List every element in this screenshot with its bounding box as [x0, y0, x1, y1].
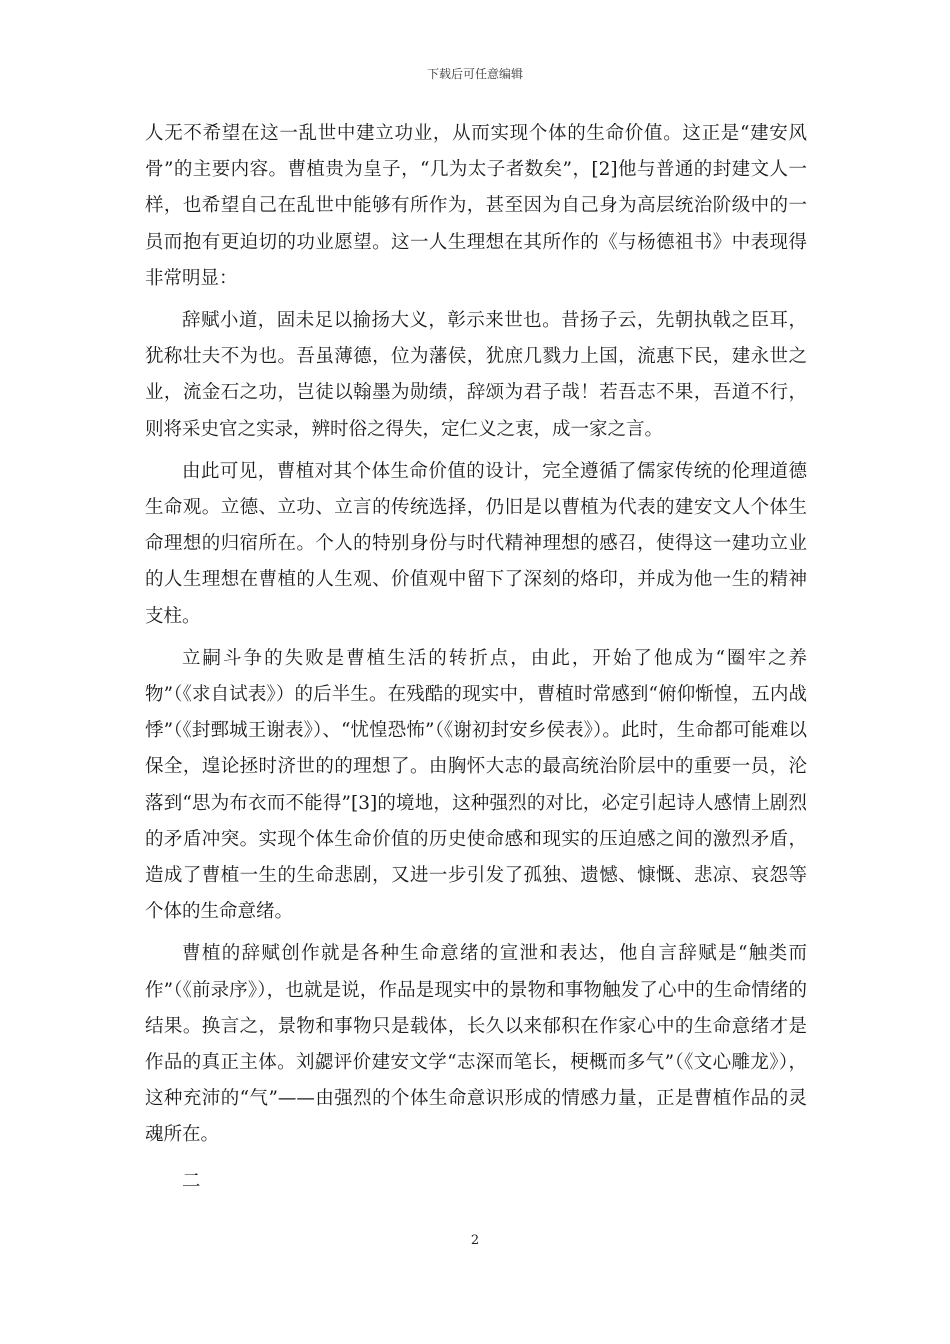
page-number: 2 [470, 1233, 480, 1248]
paragraph-3: 由此可见，曹植对其个体生命价值的设计，完全遵循了儒家传统的伦理道德生命观。立德、立功、立言的传统选择，仍旧是以曹植为代表的建安文人个体生命理想的归宿所在。个人的特别身份与时代精神理想的感召，使得这一建功立业的人生理想在曹植的人生观、价值观中留下了深刻的烙印，并成为他一生的精神支柱。 [145, 460, 807, 627]
section-heading: 二 [182, 1170, 201, 1192]
paragraph-1: 人无不希望在这一乱世中建立功业，从而实现个体的生命价值。这正是“建安风骨”的主要内容。曹植贵为皇子，“几为太子者数矣”，[2]他与普通的封建文人一样，也希望自己在乱世中能够有所作为，甚至因为自己身为高层统治阶级中的一员而抱有更迫切的功业愿望。这一人生理想在其所作的《与杨德祖书》中表现得非常明显： [145, 123, 807, 289]
paragraph-2-quote: 辞赋小道，固未足以揄扬大义，彰示来世也。昔扬子云，先朝执戟之臣耳，犹称壮夫不为也。吾虽薄德，位为藩侯，犹庶几戮力上国，流惠下民，建永世之业，流金石之功，岂徒以翰墨为勋绩，辞颂为君子哉！若吾志不果，吾道不行，则将采史官之实录，辨时俗之得失，定仁义之衷，成一家之言。 [145, 310, 807, 440]
page-header: 下载后可任意编辑 [426, 67, 523, 81]
paragraph-5: 曹植的辞赋创作就是各种生命意绪的宣泄和表达，他自言辞赋是“触类而作”（《前录序》），也就是说，作品是现实中的景物和事物触发了心中的生命情绪的结果。换言之，景物和事物只是载体，长久以来郁积在作家心中的生命意绪才是作品的真正主体。刘勰评价建安文学“志深而笔长，梗概而多气”（《文心雕龙》），这种充沛的“气”——由强烈的个体生命意识形成的情感力量，正是曹植作品的灵魂所在。 [145, 943, 807, 1146]
document-body [145, 116, 807, 1200]
paragraph-4: 立嗣斗争的失败是曹植生活的转折点，由此，开始了他成为“圈牢之养物”（《求自试表》）的后半生。在残酷的现实中，曹植时常感到“俯仰惭惶，五内战悸”（《封鄄城王谢表》）、“忧惶恐怖”（《谢初封安乡侯表》）。此时，生命都可能难以保全，遑论拯时济世的的理想了。由胸怀大志的最高统治阶层中的重要一员，沦落到“思为布衣而不能得”[3]的境地，这种强烈的对比，必定引起诗人感情上剧烈的矛盾冲突。实现个体生命价值的历史使命感和现实的压迫感之间的激烈矛盾，造成了曹植一生的生命悲剧，又进一步引发了孤独、遗憾、慷慨、悲凉、哀怨等个体的生命意绪。 [145, 647, 807, 923]
